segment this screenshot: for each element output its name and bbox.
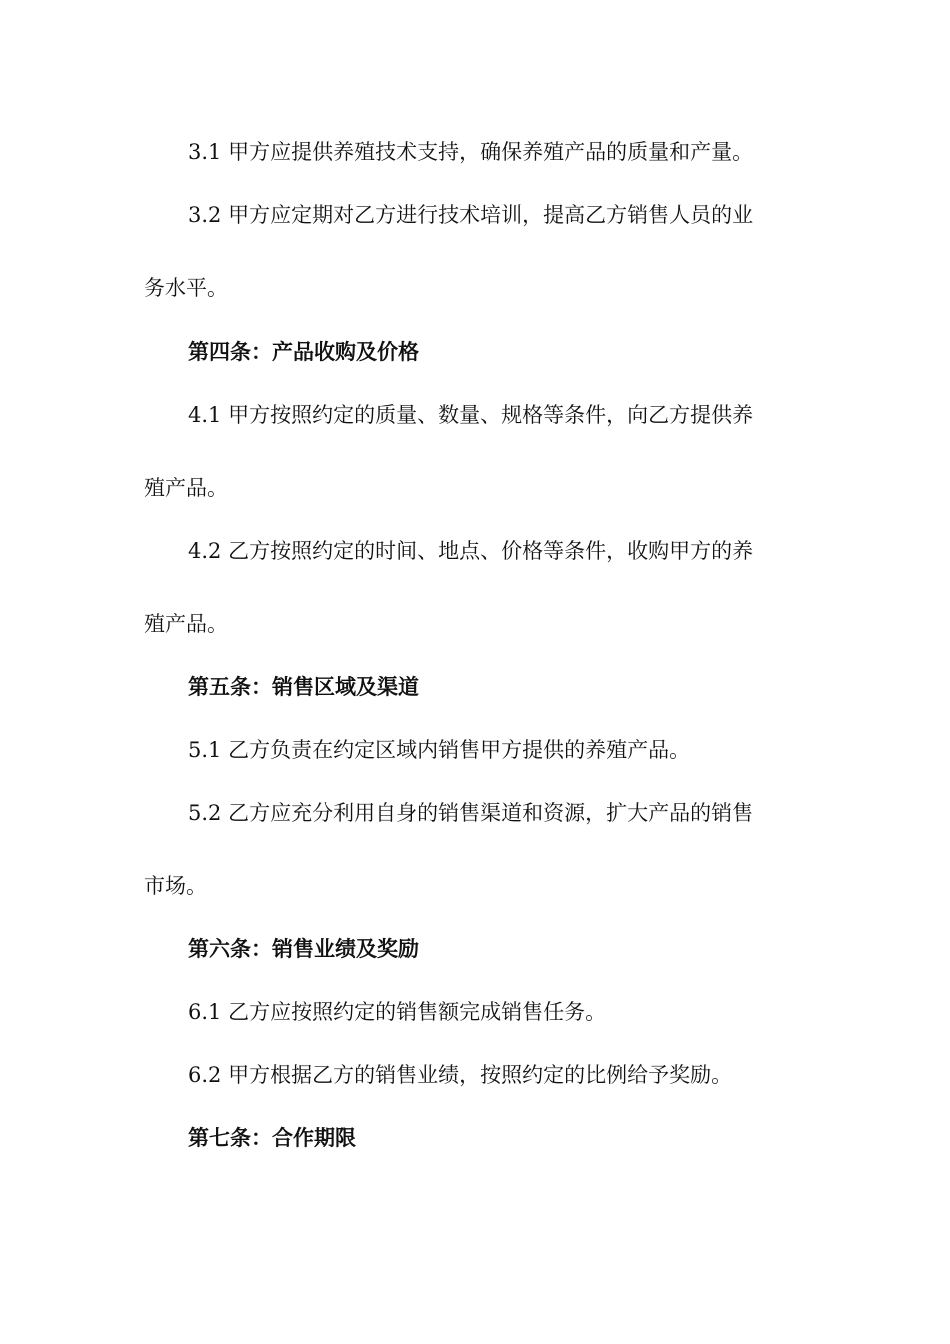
clause-4-2-line-2: 殖产品。 [144, 612, 228, 636]
section-heading-5: 第五条：销售区域及渠道 [188, 675, 419, 699]
clause-4-1-line-1: 4.1 甲方按照约定的质量、数量、规格等条件，向乙方提供养 [188, 403, 754, 427]
clause-4-2-line-1: 4.2 乙方按照约定的时间、地点、价格等条件，收购甲方的养 [188, 539, 754, 563]
clause-4-1-line-2: 殖产品。 [144, 476, 228, 500]
section-heading-4: 第四条：产品收购及价格 [188, 340, 419, 364]
clause-3-2-line-1: 3.2 甲方应定期对乙方进行技术培训，提高乙方销售人员的业 [188, 203, 754, 227]
clause-6-2: 6.2 甲方根据乙方的销售业绩，按照约定的比例给予奖励。 [188, 1063, 733, 1087]
clause-5-2-line-2: 市场。 [144, 874, 207, 898]
clause-3-1: 3.1 甲方应提供养殖技术支持，确保养殖产品的质量和产量。 [188, 140, 754, 164]
section-heading-7: 第七条：合作期限 [188, 1126, 356, 1150]
clause-3-2-line-2: 务水平。 [144, 276, 228, 300]
section-heading-6: 第六条：销售业绩及奖励 [188, 937, 419, 961]
clause-5-1: 5.1 乙方负责在约定区域内销售甲方提供的养殖产品。 [188, 738, 691, 762]
clause-5-2-line-1: 5.2 乙方应充分利用自身的销售渠道和资源，扩大产品的销售 [188, 801, 754, 825]
clause-6-1: 6.1 乙方应按照约定的销售额完成销售任务。 [188, 1000, 607, 1024]
